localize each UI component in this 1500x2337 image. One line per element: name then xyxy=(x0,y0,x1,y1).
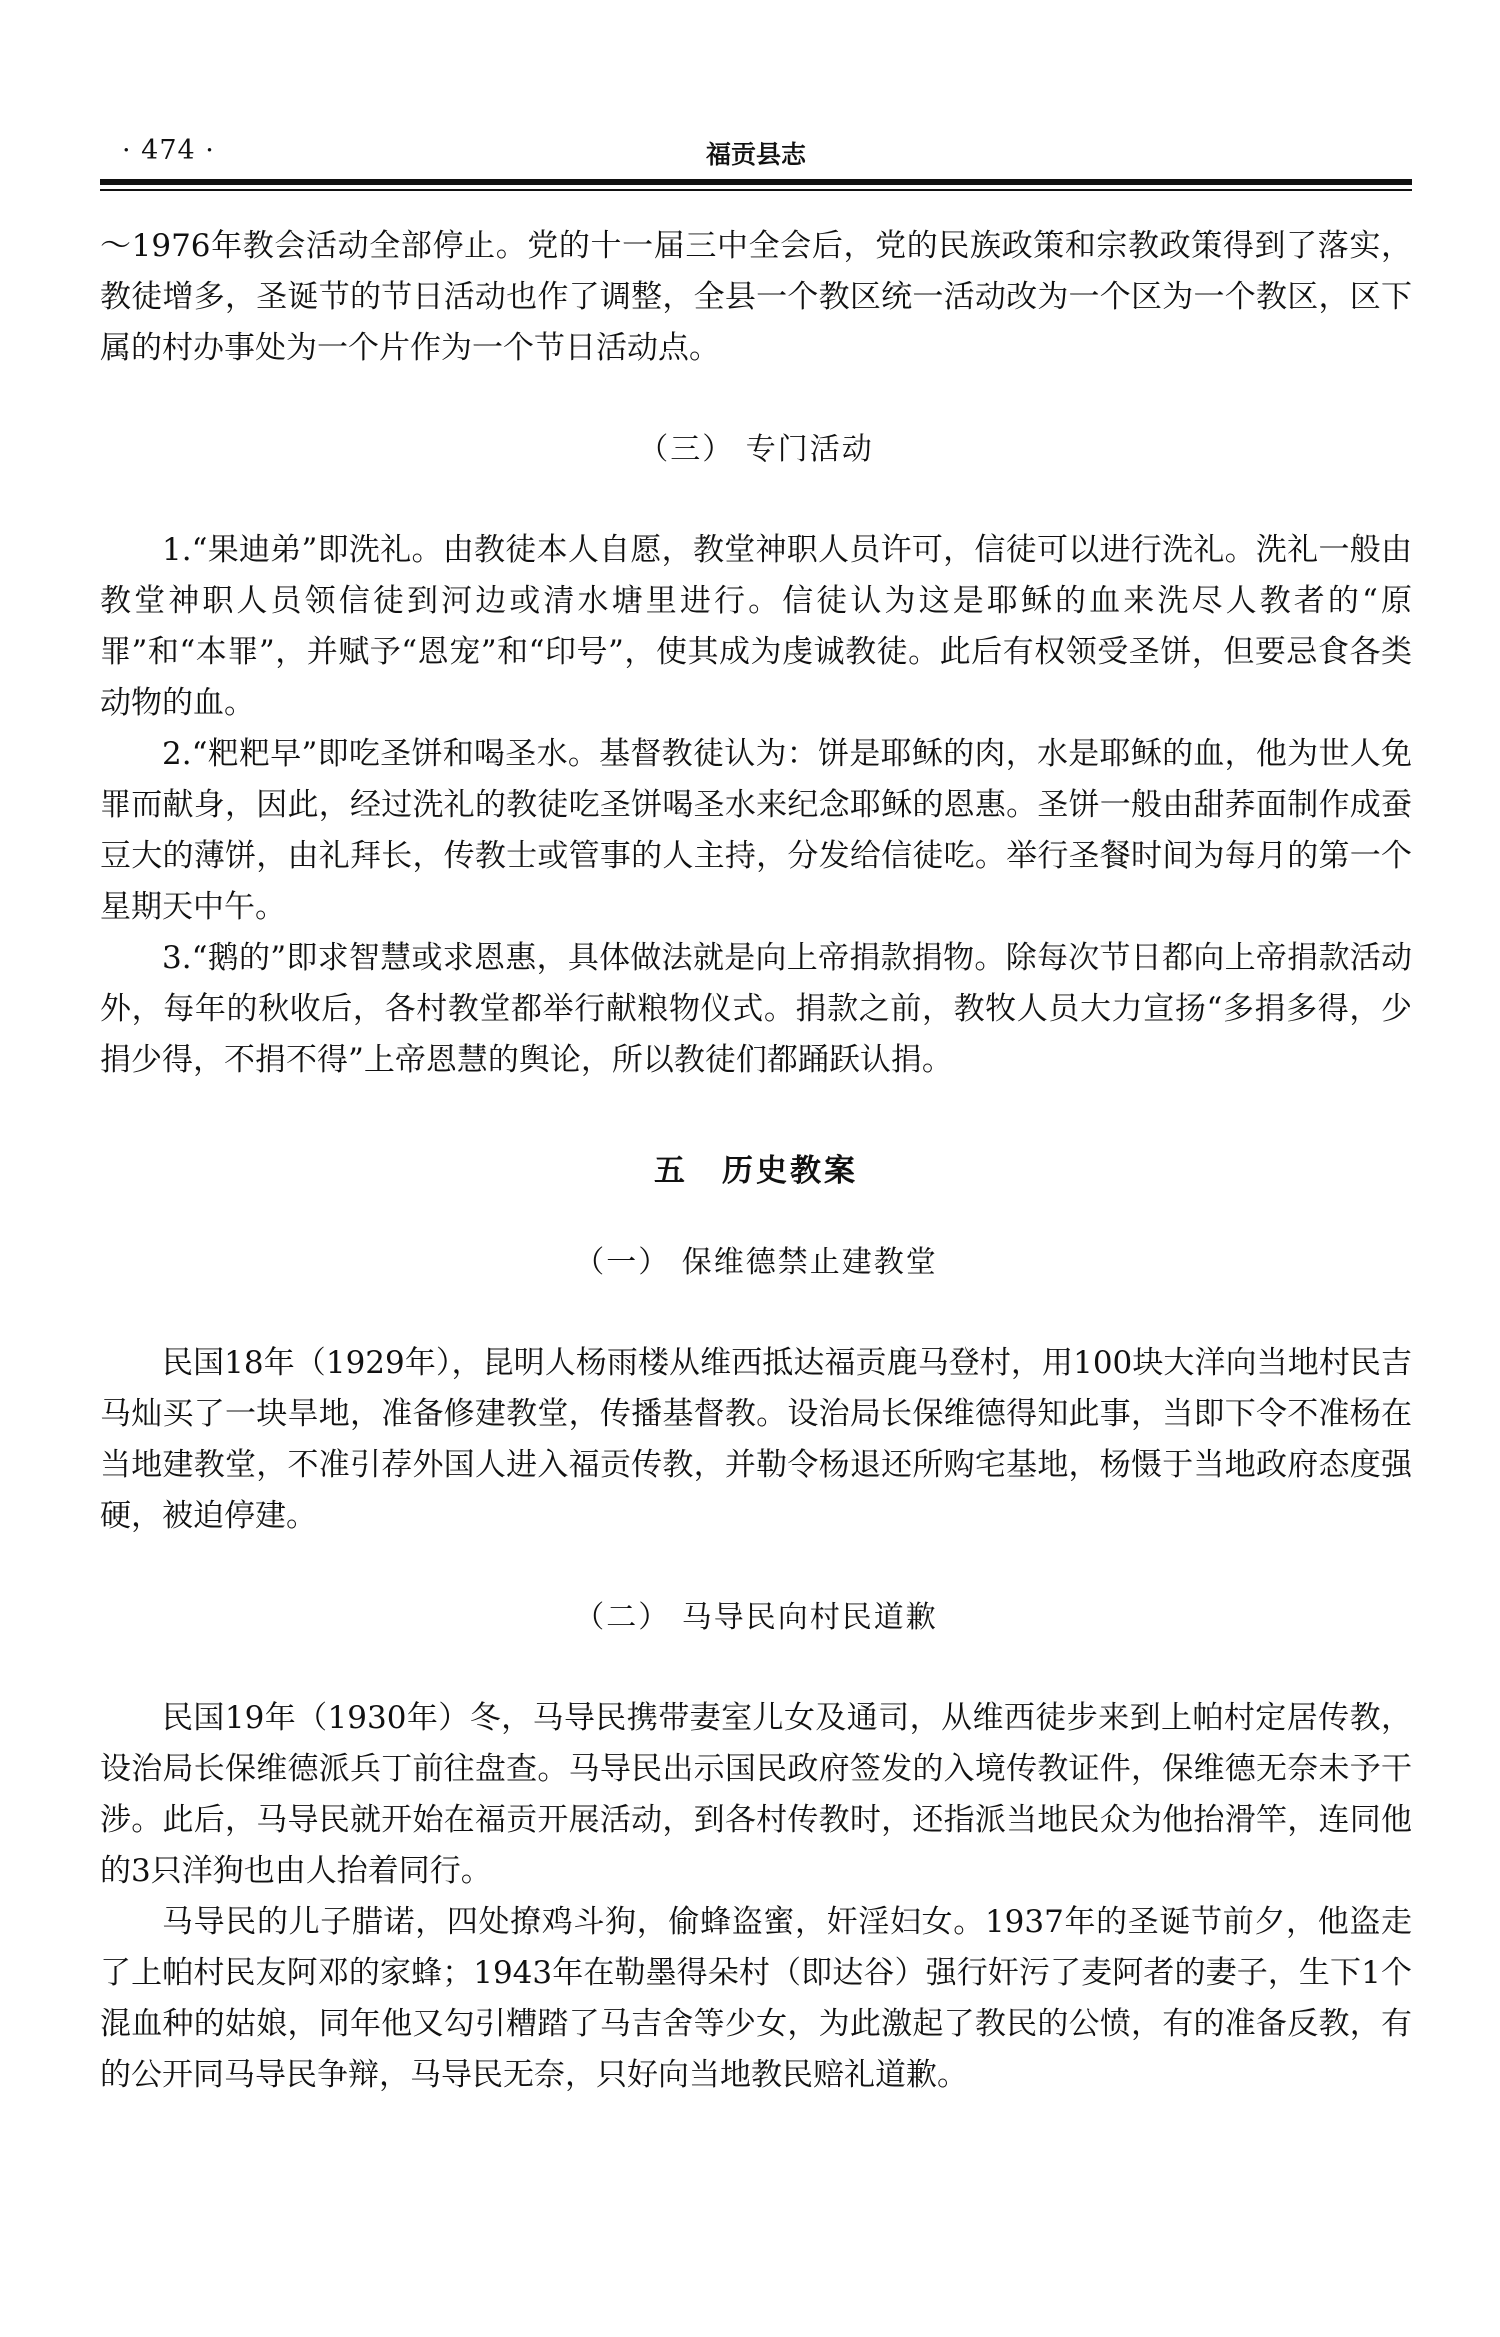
paragraph-apology: 马导民的儿子腊诺，四处撩鸡斗狗，偷蜂盗蜜，奸淫妇女。1937年的圣诞节前夕，他盗走了上帕村民友阿邓的家蜂；1943年在勒墨得朵村（即达谷）强行奸污了麦阿者的妻子，生下1个混血种的姑娘，同年他又勾引糟踏了马吉舍等少女，为此激起了教民的公愤，有的准备反教，有的公开同马导民争辩，马导民无奈，只好向当地教民赔礼道歉。 xyxy=(100,1904,1412,2093)
subsection-title-church-ban: （一） 保维德禁止建教堂 xyxy=(574,1245,938,1280)
paragraph-intro: ～1976年教会活动全部停止。党的十一届三中全会后，党的民族政策和宗教政策得到了落实，教徒增多，圣诞节的节日活动也作了调整，全县一个教区统一活动改为一个区为一个教区，区下属的村办事处为一个片作为一个节日活动点。 xyxy=(100,228,1412,366)
header-rule-thick xyxy=(100,179,1412,185)
page-header xyxy=(100,125,1412,177)
paragraph-church-ban: 民国18年（1929年），昆明人杨雨楼从维西抵达福贡鹿马登村，用100块大洋向当地村民吉马灿买了一块旱地，准备修建教堂，传播基督教。设治局长保维德得知此事，当即下令不准杨在当地建教堂，不准引荐外国人进入福贡传教，并勒令杨退还所购宅基地，杨慑于当地政府态度强硬，被迫停建。 xyxy=(100,1345,1412,1534)
document-page xyxy=(100,125,1412,2093)
running-title: 福贡县志 xyxy=(705,140,806,169)
paragraph-communion: 2.“粑粑早”即吃圣饼和喝圣水。基督教徒认为：饼是耶稣的肉，水是耶稣的血，他为世人免罪而献身，因此，经过洗礼的教徒吃圣饼喝圣水来纪念耶稣的恩惠。圣饼一般由甜荞面制作成蚕豆大的薄饼，由礼拜长，传教士或管事的人主持，分发给信徒吃。举行圣餐时间为每月的第一个星期天中午。 xyxy=(100,736,1412,925)
page-body xyxy=(100,221,1412,2101)
paragraph-missionary-arrival: 民国19年（1930年）冬，马导民携带妻室儿女及通司，从维西徒步来到上帕村定居传教，设治局长保维德派兵丁前往盘查。马导民出示国民政府签发的入境传教证件，保维德无奈未予干涉。此后，马导民就开始在福贡开展活动，到各村传教时，还指派当地民众为他抬滑竿，连同他的3只洋狗也由人抬着同行。 xyxy=(100,1700,1412,1889)
section-title-historical-cases: 五 历史教案 xyxy=(654,1153,858,1189)
header-rule-thin xyxy=(100,189,1412,191)
subsection-title-apology: （二） 马导民向村民道歉 xyxy=(574,1600,938,1635)
paragraph-offering: 3.“鹅的”即求智慧或求恩惠，具体做法就是向上帝捐款捐物。除每次节日都向上帝捐款活动外，每年的秋收后，各村教堂都举行献粮物仪式。捐款之前，教牧人员大力宣扬“多捐多得，少捐少得，不捐不得”上帝恩慧的舆论，所以教徒们都踊跃认捐。 xyxy=(100,940,1412,1078)
page-number: · 474 · xyxy=(122,135,215,166)
subsection-title-special-activities: （三） 专门活动 xyxy=(638,432,874,467)
paragraph-baptism: 1.“果迪弟”即洗礼。由教徒本人自愿，教堂神职人员许可，信徒可以进行洗礼。洗礼一般由教堂神职人员领信徒到河边或清水塘里进行。信徒认为这是耶稣的血来洗尽人教者的“原罪”和“本罪”，并赋予“恩宠”和“印号”，使其成为虔诚教徒。此后有权领受圣饼，但要忌食各类动物的血。 xyxy=(100,532,1412,721)
